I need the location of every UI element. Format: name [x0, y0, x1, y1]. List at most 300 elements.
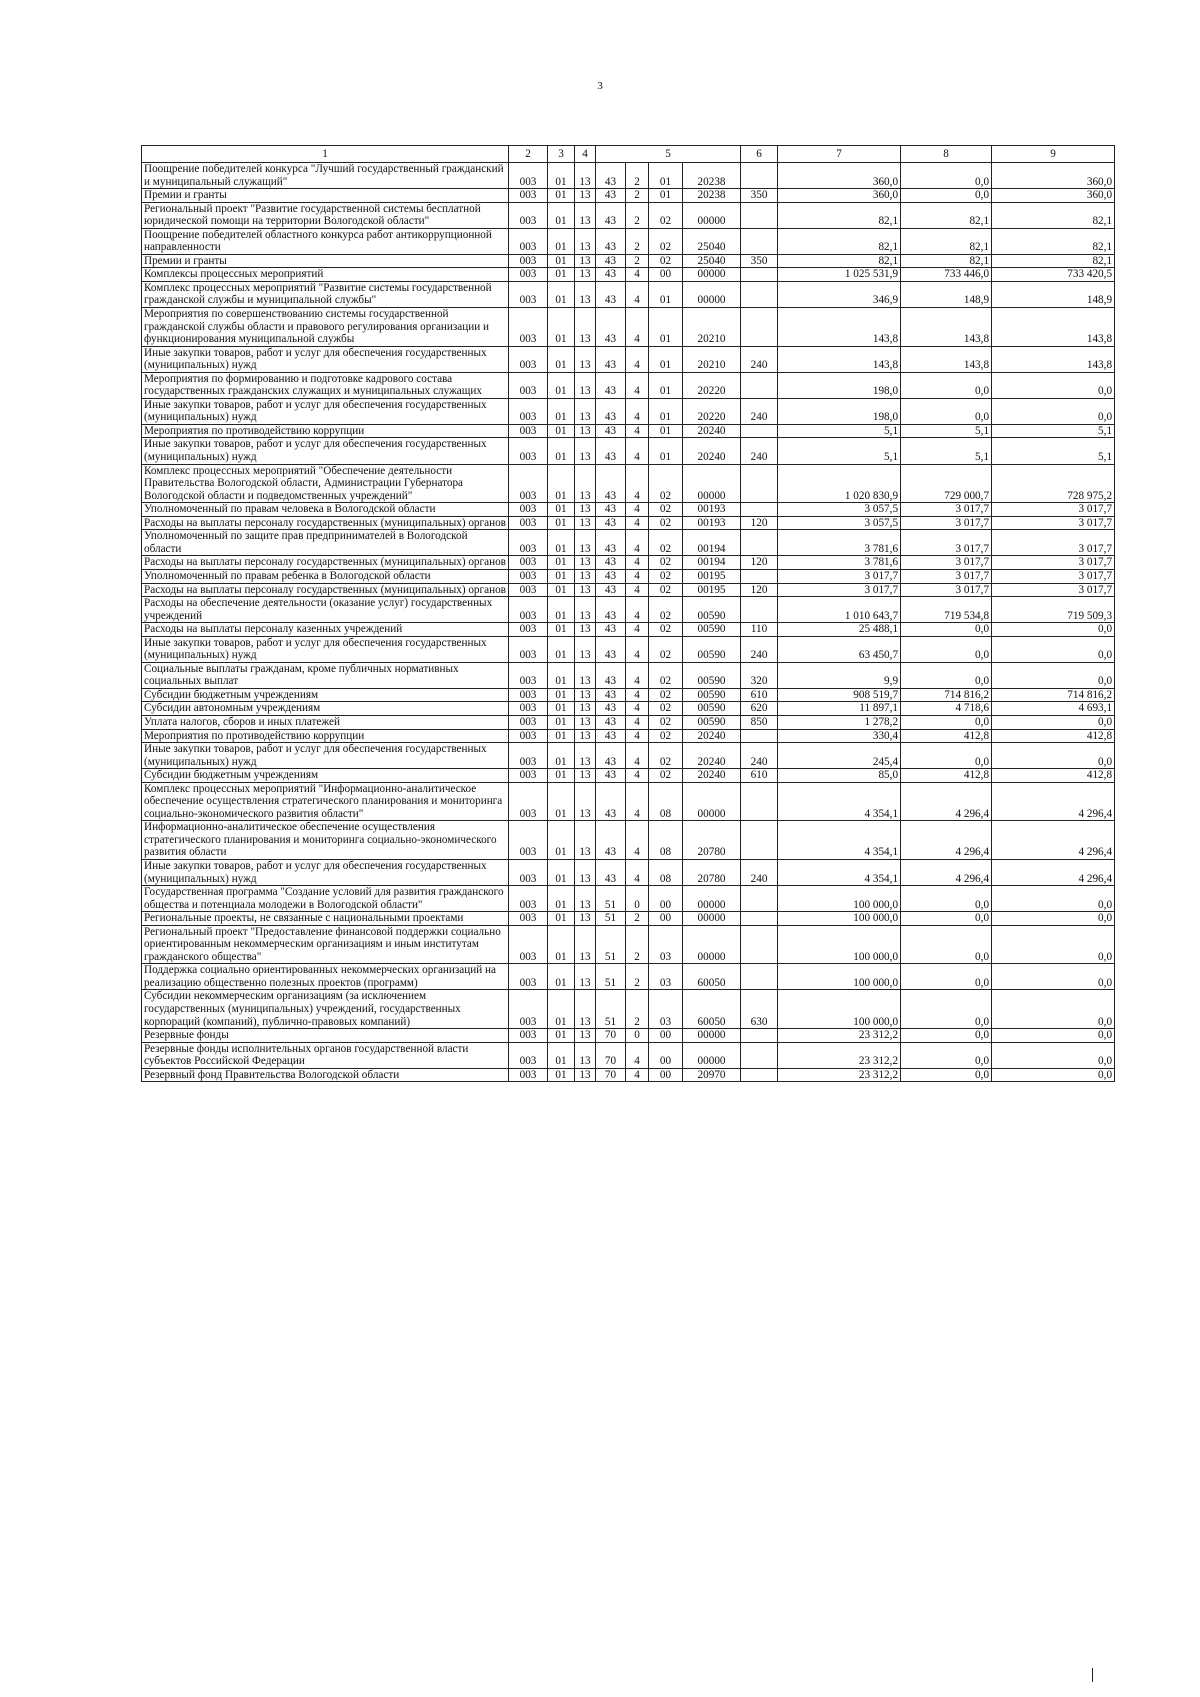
- target-code-direction: 20238: [683, 189, 741, 203]
- table-row: [142, 163, 1115, 189]
- target-code-type: 4: [626, 859, 649, 885]
- target-code-type: 2: [626, 228, 649, 254]
- target-code-type: 4: [626, 530, 649, 556]
- subsection-code: 13: [575, 424, 596, 438]
- amount-year-2: 4 718,6: [901, 702, 992, 716]
- target-code-direction: 00000: [683, 886, 741, 912]
- subsection-code: 13: [575, 464, 596, 503]
- grbs-code: 003: [509, 268, 548, 282]
- table-row: [142, 1068, 1115, 1082]
- grbs-code: 003: [509, 583, 548, 597]
- table-row: [142, 782, 1115, 821]
- row-name: Поощрение победителей конкурса "Лучший государственный гражданский и муниципальный служащий": [142, 163, 509, 189]
- target-code-type: 4: [626, 503, 649, 517]
- section-code: 01: [548, 163, 575, 189]
- table-row: [142, 859, 1115, 885]
- amount-year-2: 3 017,7: [901, 503, 992, 517]
- subsection-code: 13: [575, 228, 596, 254]
- amount-year-1: 63 450,7: [778, 636, 901, 662]
- subsection-code: 13: [575, 163, 596, 189]
- amount-year-1: 908 519,7: [778, 688, 901, 702]
- row-name: Субсидии автономным учреждениям: [142, 702, 509, 716]
- target-code-direction: 20220: [683, 398, 741, 424]
- target-code-program: 43: [596, 597, 626, 623]
- amount-year-3: 0,0: [992, 398, 1115, 424]
- target-code-program: 43: [596, 424, 626, 438]
- subsection-code: 13: [575, 623, 596, 637]
- amount-year-1: 143,8: [778, 346, 901, 372]
- subsection-code: 13: [575, 743, 596, 769]
- amount-year-1: 23 312,2: [778, 1029, 901, 1043]
- row-name: Субсидии бюджетным учреждениям: [142, 769, 509, 783]
- row-name: Иные закупки товаров, работ и услуг для обеспечения государственных (муниципальных) нужд: [142, 636, 509, 662]
- target-code-direction: 20240: [683, 729, 741, 743]
- section-code: 01: [548, 530, 575, 556]
- amount-year-2: 3 017,7: [901, 516, 992, 530]
- subsection-code: 13: [575, 268, 596, 282]
- grbs-code: 003: [509, 912, 548, 926]
- target-code-program: 43: [596, 623, 626, 637]
- table-row: [142, 438, 1115, 464]
- amount-year-2: 5,1: [901, 438, 992, 464]
- target-code-direction: 00193: [683, 516, 741, 530]
- target-code-type: 4: [626, 438, 649, 464]
- amount-year-2: 4 296,4: [901, 782, 992, 821]
- row-name: Иные закупки товаров, работ и услуг для обеспечения государственных (муниципальных) нужд: [142, 398, 509, 424]
- amount-year-2: 3 017,7: [901, 569, 992, 583]
- amount-year-1: 1 025 531,9: [778, 268, 901, 282]
- target-code-element: 01: [649, 163, 683, 189]
- target-code-direction: 20970: [683, 1068, 741, 1082]
- section-code: 01: [548, 925, 575, 964]
- target-code-direction: 00590: [683, 597, 741, 623]
- amount-year-3: 719 509,3: [992, 597, 1115, 623]
- amount-year-1: 245,4: [778, 743, 901, 769]
- section-code: 01: [548, 1042, 575, 1068]
- target-code-program: 43: [596, 516, 626, 530]
- subsection-code: 13: [575, 1029, 596, 1043]
- row-name: Мероприятия по противодействию коррупции: [142, 729, 509, 743]
- grbs-code: 003: [509, 254, 548, 268]
- amount-year-1: 100 000,0: [778, 886, 901, 912]
- header-col-8: 8: [901, 146, 992, 163]
- target-code-type: 2: [626, 964, 649, 990]
- subsection-code: 13: [575, 346, 596, 372]
- amount-year-3: 412,8: [992, 729, 1115, 743]
- target-code-program: 43: [596, 688, 626, 702]
- target-code-element: 02: [649, 228, 683, 254]
- table-row: [142, 398, 1115, 424]
- target-code-element: 01: [649, 424, 683, 438]
- section-code: 01: [548, 372, 575, 398]
- target-code-element: 02: [649, 662, 683, 688]
- target-code-type: 4: [626, 464, 649, 503]
- section-code: 01: [548, 569, 575, 583]
- subsection-code: 13: [575, 821, 596, 860]
- subsection-code: 13: [575, 715, 596, 729]
- amount-year-3: 728 975,2: [992, 464, 1115, 503]
- grbs-code: 003: [509, 636, 548, 662]
- expense-type-code: [741, 268, 778, 282]
- target-code-type: 4: [626, 583, 649, 597]
- grbs-code: 003: [509, 202, 548, 228]
- row-name: Региональный проект "Развитие государственной системы бесплатной юридической помощи на территории Вологодской области": [142, 202, 509, 228]
- amount-year-3: 148,9: [992, 281, 1115, 307]
- target-code-program: 43: [596, 189, 626, 203]
- amount-year-2: 0,0: [901, 990, 992, 1029]
- target-code-direction: 00193: [683, 503, 741, 517]
- expense-type-code: 120: [741, 516, 778, 530]
- amount-year-2: 148,9: [901, 281, 992, 307]
- target-code-element: 02: [649, 556, 683, 570]
- target-code-direction: 25040: [683, 254, 741, 268]
- amount-year-2: 82,1: [901, 228, 992, 254]
- target-code-type: 4: [626, 623, 649, 637]
- table-row: [142, 372, 1115, 398]
- expense-type-code: [741, 925, 778, 964]
- amount-year-3: 0,0: [992, 990, 1115, 1029]
- target-code-type: 4: [626, 308, 649, 347]
- expense-type-code: 240: [741, 346, 778, 372]
- row-name: Мероприятия по формированию и подготовке кадрового состава государственных гражданских служащих и муниципальных служащих: [142, 372, 509, 398]
- amount-year-3: 143,8: [992, 308, 1115, 347]
- table-row: [142, 702, 1115, 716]
- subsection-code: 13: [575, 308, 596, 347]
- amount-year-2: 0,0: [901, 912, 992, 926]
- amount-year-2: 0,0: [901, 743, 992, 769]
- target-code-direction: 20240: [683, 769, 741, 783]
- target-code-element: 08: [649, 821, 683, 860]
- target-code-direction: 00000: [683, 281, 741, 307]
- target-code-element: 02: [649, 516, 683, 530]
- header-col-5: 5: [596, 146, 741, 163]
- target-code-type: 2: [626, 912, 649, 926]
- target-code-direction: 00000: [683, 1042, 741, 1068]
- target-code-type: 4: [626, 715, 649, 729]
- amount-year-1: 100 000,0: [778, 925, 901, 964]
- row-name: Расходы на выплаты персоналу казенных учреждений: [142, 623, 509, 637]
- target-code-type: 4: [626, 424, 649, 438]
- row-name: Информационно-аналитическое обеспечение осуществления стратегического планирования и мониторинга социально-экономического развития области: [142, 821, 509, 860]
- amount-year-1: 198,0: [778, 372, 901, 398]
- row-name: Поощрение победителей областного конкурса работ антикоррупционной направленности: [142, 228, 509, 254]
- grbs-code: 003: [509, 530, 548, 556]
- table-row: [142, 503, 1115, 517]
- target-code-element: 01: [649, 346, 683, 372]
- table-row: [142, 569, 1115, 583]
- header-col-7: 7: [778, 146, 901, 163]
- target-code-element: 01: [649, 398, 683, 424]
- table-row: [142, 254, 1115, 268]
- table-row: [142, 886, 1115, 912]
- amount-year-3: 4 296,4: [992, 821, 1115, 860]
- subsection-code: 13: [575, 556, 596, 570]
- section-code: 01: [548, 424, 575, 438]
- amount-year-2: 0,0: [901, 715, 992, 729]
- amount-year-3: 0,0: [992, 1042, 1115, 1068]
- row-name: Премии и гранты: [142, 189, 509, 203]
- amount-year-3: 0,0: [992, 623, 1115, 637]
- section-code: 01: [548, 254, 575, 268]
- subsection-code: 13: [575, 662, 596, 688]
- target-code-type: 4: [626, 268, 649, 282]
- amount-year-2: 0,0: [901, 623, 992, 637]
- budget-table-body: [142, 163, 1115, 1082]
- table-row: [142, 530, 1115, 556]
- table-row: [142, 464, 1115, 503]
- target-code-program: 43: [596, 281, 626, 307]
- subsection-code: 13: [575, 1068, 596, 1082]
- row-name: Субсидии некоммерческим организациям (за исключением государственных (муниципальных) учреждений, государственных корпораций (компаний), публично-правовых компаний): [142, 990, 509, 1029]
- amount-year-1: 23 312,2: [778, 1068, 901, 1082]
- amount-year-3: 733 420,5: [992, 268, 1115, 282]
- expense-type-code: 120: [741, 583, 778, 597]
- amount-year-3: 5,1: [992, 424, 1115, 438]
- amount-year-1: 3 781,6: [778, 556, 901, 570]
- table-row: [142, 925, 1115, 964]
- target-code-program: 70: [596, 1029, 626, 1043]
- subsection-code: 13: [575, 530, 596, 556]
- target-code-element: 02: [649, 202, 683, 228]
- section-code: 01: [548, 886, 575, 912]
- target-code-direction: 20210: [683, 346, 741, 372]
- target-code-element: 01: [649, 438, 683, 464]
- amount-year-2: 733 446,0: [901, 268, 992, 282]
- target-code-direction: 20240: [683, 424, 741, 438]
- amount-year-3: 360,0: [992, 163, 1115, 189]
- target-code-direction: 00000: [683, 925, 741, 964]
- amount-year-3: 4 296,4: [992, 782, 1115, 821]
- amount-year-1: 82,1: [778, 228, 901, 254]
- section-code: 01: [548, 308, 575, 347]
- expense-type-code: 610: [741, 769, 778, 783]
- expense-type-code: 620: [741, 702, 778, 716]
- target-code-direction: 20780: [683, 821, 741, 860]
- subsection-code: 13: [575, 1042, 596, 1068]
- scan-mark: [1092, 1668, 1093, 1682]
- amount-year-2: 0,0: [901, 886, 992, 912]
- target-code-direction: 00000: [683, 464, 741, 503]
- expense-type-code: 240: [741, 636, 778, 662]
- target-code-type: 4: [626, 556, 649, 570]
- target-code-type: 4: [626, 346, 649, 372]
- amount-year-3: 0,0: [992, 925, 1115, 964]
- grbs-code: 003: [509, 859, 548, 885]
- subsection-code: 13: [575, 886, 596, 912]
- row-name: Расходы на обеспечение деятельности (оказание услуг) государственных учреждений: [142, 597, 509, 623]
- target-code-direction: 60050: [683, 990, 741, 1029]
- target-code-element: 02: [649, 623, 683, 637]
- section-code: 01: [548, 597, 575, 623]
- row-name: Субсидии бюджетным учреждениям: [142, 688, 509, 702]
- amount-year-2: 412,8: [901, 729, 992, 743]
- amount-year-2: 5,1: [901, 424, 992, 438]
- amount-year-1: 25 488,1: [778, 623, 901, 637]
- target-code-direction: 20240: [683, 743, 741, 769]
- target-code-direction: 20238: [683, 163, 741, 189]
- row-name: Комплекс процессных мероприятий "Развитие системы государственной гражданской службы и муниципальной службы": [142, 281, 509, 307]
- target-code-element: 00: [649, 886, 683, 912]
- amount-year-1: 1 278,2: [778, 715, 901, 729]
- target-code-type: 2: [626, 254, 649, 268]
- target-code-type: 4: [626, 1068, 649, 1082]
- section-code: 01: [548, 1029, 575, 1043]
- row-name: Расходы на выплаты персоналу государственных (муниципальных) органов: [142, 556, 509, 570]
- section-code: 01: [548, 503, 575, 517]
- section-code: 01: [548, 438, 575, 464]
- page-number: 3: [597, 80, 603, 92]
- section-code: 01: [548, 912, 575, 926]
- target-code-type: 4: [626, 662, 649, 688]
- target-code-type: 2: [626, 990, 649, 1029]
- amount-year-2: 3 017,7: [901, 583, 992, 597]
- row-name: Комплекс процессных мероприятий "Обеспечение деятельности Правительства Вологодской области, Администрации Губернатора Вологодской области и подведомственных учреждений": [142, 464, 509, 503]
- target-code-element: 00: [649, 1042, 683, 1068]
- target-code-program: 43: [596, 228, 626, 254]
- amount-year-2: 719 534,8: [901, 597, 992, 623]
- grbs-code: 003: [509, 464, 548, 503]
- row-name: Резервные фонды: [142, 1029, 509, 1043]
- target-code-element: 02: [649, 583, 683, 597]
- row-name: Мероприятия по противодействию коррупции: [142, 424, 509, 438]
- target-code-element: 00: [649, 1068, 683, 1082]
- grbs-code: 003: [509, 1029, 548, 1043]
- target-code-direction: 20780: [683, 859, 741, 885]
- row-name: Иные закупки товаров, работ и услуг для обеспечения государственных (муниципальных) нужд: [142, 743, 509, 769]
- amount-year-3: 0,0: [992, 1068, 1115, 1082]
- subsection-code: 13: [575, 782, 596, 821]
- section-code: 01: [548, 964, 575, 990]
- target-code-type: 2: [626, 189, 649, 203]
- target-code-program: 43: [596, 662, 626, 688]
- target-code-program: 43: [596, 202, 626, 228]
- target-code-element: 00: [649, 1029, 683, 1043]
- expense-type-code: 240: [741, 398, 778, 424]
- target-code-element: 01: [649, 308, 683, 347]
- target-code-program: 43: [596, 464, 626, 503]
- table-row: [142, 346, 1115, 372]
- amount-year-1: 3 057,5: [778, 503, 901, 517]
- subsection-code: 13: [575, 859, 596, 885]
- header-col-6: 6: [741, 146, 778, 163]
- amount-year-2: 0,0: [901, 925, 992, 964]
- expense-type-code: 630: [741, 990, 778, 1029]
- expense-type-code: [741, 424, 778, 438]
- amount-year-2: 143,8: [901, 346, 992, 372]
- table-row: [142, 821, 1115, 860]
- expense-type-code: [741, 886, 778, 912]
- row-name: Расходы на выплаты персоналу государственных (муниципальных) органов: [142, 516, 509, 530]
- target-code-element: 02: [649, 688, 683, 702]
- amount-year-3: 3 017,7: [992, 583, 1115, 597]
- amount-year-2: 0,0: [901, 964, 992, 990]
- grbs-code: 003: [509, 990, 548, 1029]
- header-col-1: 1: [142, 146, 509, 163]
- expense-type-code: 110: [741, 623, 778, 637]
- amount-year-3: 360,0: [992, 189, 1115, 203]
- target-code-program: 43: [596, 556, 626, 570]
- amount-year-3: 4 693,1: [992, 702, 1115, 716]
- expense-type-code: [741, 503, 778, 517]
- amount-year-2: 714 816,2: [901, 688, 992, 702]
- target-code-element: 02: [649, 464, 683, 503]
- target-code-element: 03: [649, 925, 683, 964]
- expense-type-code: [741, 464, 778, 503]
- section-code: 01: [548, 556, 575, 570]
- table-row: [142, 556, 1115, 570]
- amount-year-1: 1 010 643,7: [778, 597, 901, 623]
- expense-type-code: [741, 530, 778, 556]
- target-code-type: 4: [626, 516, 649, 530]
- table-row: [142, 268, 1115, 282]
- table-row: [142, 636, 1115, 662]
- table-row: [142, 202, 1115, 228]
- subsection-code: 13: [575, 964, 596, 990]
- expense-type-code: 120: [741, 556, 778, 570]
- row-name: Государственная программа "Создание условий для развития гражданского общества и потенциала молодежи в Вологодской области": [142, 886, 509, 912]
- section-code: 01: [548, 662, 575, 688]
- target-code-element: 08: [649, 782, 683, 821]
- target-code-direction: 00194: [683, 530, 741, 556]
- target-code-element: 02: [649, 254, 683, 268]
- section-code: 01: [548, 583, 575, 597]
- grbs-code: 003: [509, 925, 548, 964]
- target-code-program: 43: [596, 821, 626, 860]
- target-code-direction: 00000: [683, 202, 741, 228]
- target-code-direction: 60050: [683, 964, 741, 990]
- table-row: [142, 912, 1115, 926]
- row-name: Уполномоченный по правам человека в Вологодской области: [142, 503, 509, 517]
- amount-year-2: 0,0: [901, 372, 992, 398]
- amount-year-2: 0,0: [901, 1068, 992, 1082]
- amount-year-1: 4 354,1: [778, 821, 901, 860]
- target-code-type: 4: [626, 702, 649, 716]
- row-name: Региональные проекты, не связанные с национальными проектами: [142, 912, 509, 926]
- expense-type-code: [741, 228, 778, 254]
- grbs-code: 003: [509, 662, 548, 688]
- section-code: 01: [548, 821, 575, 860]
- grbs-code: 003: [509, 516, 548, 530]
- grbs-code: 003: [509, 398, 548, 424]
- target-code-type: 4: [626, 782, 649, 821]
- target-code-direction: 00590: [683, 702, 741, 716]
- expense-type-code: 350: [741, 189, 778, 203]
- amount-year-2: 0,0: [901, 636, 992, 662]
- amount-year-3: 0,0: [992, 1029, 1115, 1043]
- target-code-element: 01: [649, 189, 683, 203]
- target-code-type: 4: [626, 1042, 649, 1068]
- expense-type-code: [741, 964, 778, 990]
- amount-year-1: 5,1: [778, 438, 901, 464]
- amount-year-2: 0,0: [901, 662, 992, 688]
- grbs-code: 003: [509, 1042, 548, 1068]
- subsection-code: 13: [575, 636, 596, 662]
- grbs-code: 003: [509, 821, 548, 860]
- amount-year-3: 82,1: [992, 202, 1115, 228]
- target-code-element: 02: [649, 636, 683, 662]
- table-row: [142, 424, 1115, 438]
- expense-type-code: 610: [741, 688, 778, 702]
- table-row: [142, 662, 1115, 688]
- target-code-direction: 00195: [683, 569, 741, 583]
- header-col-4: 4: [575, 146, 596, 163]
- expense-type-code: [741, 281, 778, 307]
- grbs-code: 003: [509, 189, 548, 203]
- section-code: 01: [548, 990, 575, 1029]
- amount-year-1: 3 017,7: [778, 569, 901, 583]
- subsection-code: 13: [575, 372, 596, 398]
- grbs-code: 003: [509, 438, 548, 464]
